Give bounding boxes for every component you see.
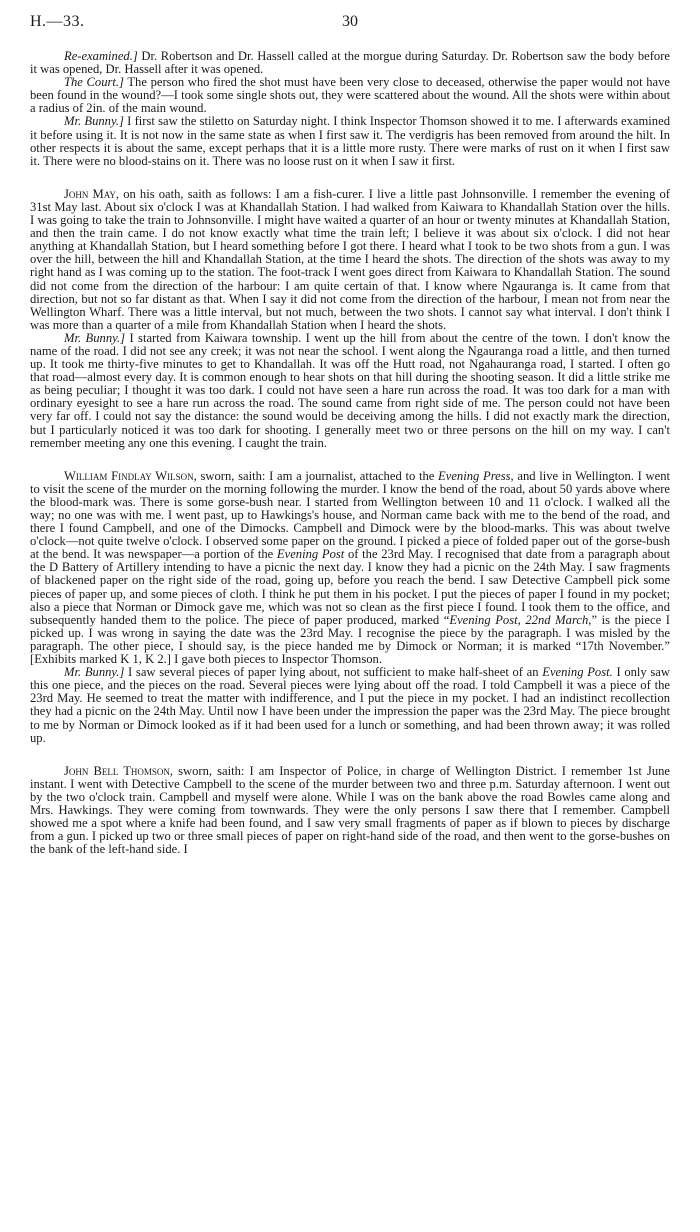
witness-testimony [30,470,670,666]
document-reference: H.—33. [30,13,85,30]
testimony-text: I saw several pieces of paper lying about, not sufficient to make half-sheet of an [124,665,543,680]
testimony-text: ” is the piece I picked up. I was wrong in saying the date was the 23rd May. I recognise the piece by the paragraph. I was misled by the paragraph. The other piece, I should say, is the piece handed me by Dimock or Norman; it is marked “17th November.” [Exhibits marked K 1, K 2.] I gave both pieces to Inspector Thomson. [30,612,670,667]
testimony-text: , on his oath, saith as follows: I am a fish-curer. I live a little past Johnsonville. I remember the evening of 31st May last. About six o'clock I was at Khandallah Station. I had walked from Kaiwara to Khandallah Station over the hills. I was going to take the train to Johnsonville. I might have waited a quarter of an hour or twenty minutes at Khandallah Station, and then the train came. I do not know exactly what time the train left; I believe it was about six o'clock. I did not hear anything at Khandallah Station, but I heard something before I got there. I heard what I took to be two shots from a gun. I was over the hill, between the hill and Khandallah Station, at the time I heard the shots. The direction of the shots was away to my right hand as I was coming up to the station. The foot-track I went goes direct from Kaiwara to Khandallah Station. The sound did not come from the direction of the harbour: I am quite certain of that. I know where Ngauranga is. It came from that direction, but not so far distant as that. When I say it did not come from the direction of the harbour, I mean not from near the Wellington Wharf. There was a little interval, but not much, between the two shots. I cannot say what interval. I don't think I was more than a quarter of a mile from Khandallah Station when I heard the shots. [30,186,670,332]
witness-name: William Findlay Wilson [64,468,194,483]
witness-william-findlay-wilson [30,470,670,745]
paragraph-text: I first saw the stiletto on Saturday night. I think Inspector Thomson showed it to me. I afterwards examined it before using it. It is not now in the same state as when I first saw it. The verdigris has been removed from around the hilt. In other respects it is about the same, except perhaps that it is a little more rusty. There were marks of rust on it when I first saw it. There were no blood-stains on it. There was no loose rust on it when I saw it first. [30,114,670,168]
speaker-lead: Mr. Bunny.] [64,114,124,129]
cross-examination-paragraph [30,332,670,450]
witness-testimony [30,765,670,857]
speaker-lead: The Court.] [64,75,124,90]
speaker-lead: Mr. Bunny.] [64,330,126,345]
paragraph-text: Dr. Robertson and Dr. Hassell called at the morgue during Saturday. Dr. Robertson saw the body before it was opened, Dr. Hassell after it was opened. [30,49,670,77]
exhibit-mark: Evening Post, 22nd March, [449,612,592,627]
cross-examination-paragraph [30,115,670,167]
court-question-paragraph [30,76,670,115]
witness-testimony [30,188,670,332]
newspaper-title: Evening Press [438,468,511,483]
re-examination-paragraph [30,50,670,76]
testimony-text: I started from Kaiwara township. I went up the hill from about the centre of the town. I don't know the name of the road. I did not see any creek; it was not near the school. I went along the Ngauranga road a little, and then turned up. It took me thirty-five minutes to get to Khandallah. It was off the Hutt road, not Ngahauranga road, I started. I often go that road—almost every day. It is common enough to hear shots on that hill during the shooting season. It did a little strike me as being peculiar; I thought it was too dark. I could not have seen a hare run across the road. It was too dark for a man with ordinary eyesight to see a hare run across the road. The sound came from right side of me. The person could not have been very far off. I could not say the distance: the sound would be deceiving among the hills. I did not exactly mark the direction, but I particularly noticed it was too dark for shooting. I generally meet two or three persons on the hill on my way. I can't remember meeting any one this evening. I caught the train. [30,330,670,450]
newspaper-title: Evening Post. [542,665,613,680]
witness-name: John May [64,186,116,201]
paragraph-text: The person who fired the shot must have been very close to deceased, otherwise the paper would not have been found in the wound?—I took some single shots out, they were scattered about the wound. All the shots were within about a radius of 2in. of the main wound. [30,75,670,116]
cross-examination-paragraph [30,666,670,745]
page-number: 30 [342,13,358,30]
testimony-text: , sworn, saith: I am Inspector of Police, in charge of Wellington District. I remember 1st June instant. I went with Detective Campbell to the scene of the murder between two and three p.m. Saturday afternoon. I went out by the two o'clock train. Campbell and myself were alone. While I was on the bank above the road Bowles came along and Mrs. Hawkings. They were coming from townwards. They were the only persons I saw there that I remember. Campbell showed me a spot where a knife had been found, and I saw very small fragments of paper as if blown to pieces by discharge from a gun. I picked up two or three small pieces of paper on right-hand side of the road, and then went to the gorse-bushes on the bank of the left-hand side. I [30,763,671,857]
speaker-lead: Re-examined.] [64,49,138,63]
testimony-text: , sworn, saith: I am a journalist, attached to the [193,468,439,483]
newspaper-title: Evening Post [276,547,345,562]
testimony-text: , and live in Wellington. I went to visit the scene of the murder on the morning following the murder. I know the bend of the road, about 50 yards above where the blood-mark was. There is some gorse-bush near. I started from Wellington between 10 and 11 o'clock. I walked all the way; no one was with me. I went past, up to Hawkings's house, and Norman came back with me to the bend of the road, and there I found Campbell, and one of the Dimocks. Campbell and Dimock were by the blood-marks. This was about twelve o'clock—not quite twelve o'clock. I observed some paper on the ground. I picked a piece of folded paper out of the gorse-bush at the bend. It was newspaper—a portion of the [30,468,670,562]
testimony-text: I only saw this one piece, and the pieces on the road. Several pieces were lying about off the road. I told Campbell it was a piece of the 23rd May. He seemed to treat the matter with indifference, and I put the piece in my pocket. I had an indistinct recollection they had a picnic on the 24th May. Until now I have been under the impression the paper was the 23rd May. The piece brought to me by Norman or Dimock looked as if it had been used for a lunch or something, and had been thrown away; it was rolled up. [30,665,670,745]
page-header [30,13,670,39]
witness-john-may [30,188,670,450]
witness-john-bell-thomson [30,765,670,857]
testimony-text: of the 23rd May. I recognised that date from a paragraph about the D Battery of Artillery intending to have a picnic the next day. I know they had a picnic on the 24th May. I saw fragments of blackened paper on the right side of the road, going up, before you reach the bend. I saw Detective Campbell pick some pieces of paper up, and some pieces of cloth. I think he put them in his pocket. I put the pieces of paper I found in my pocket; also a piece that Norman or Dimock gave me, which was not so clean as the first piece I found. I took them to the office, and subsequently handed them to the police. The piece of paper produced, marked “ [30,547,670,627]
document-body [30,50,670,856]
witness-name: John Bell Thomson [64,763,170,778]
speaker-lead: Mr. Bunny.] [64,665,125,680]
